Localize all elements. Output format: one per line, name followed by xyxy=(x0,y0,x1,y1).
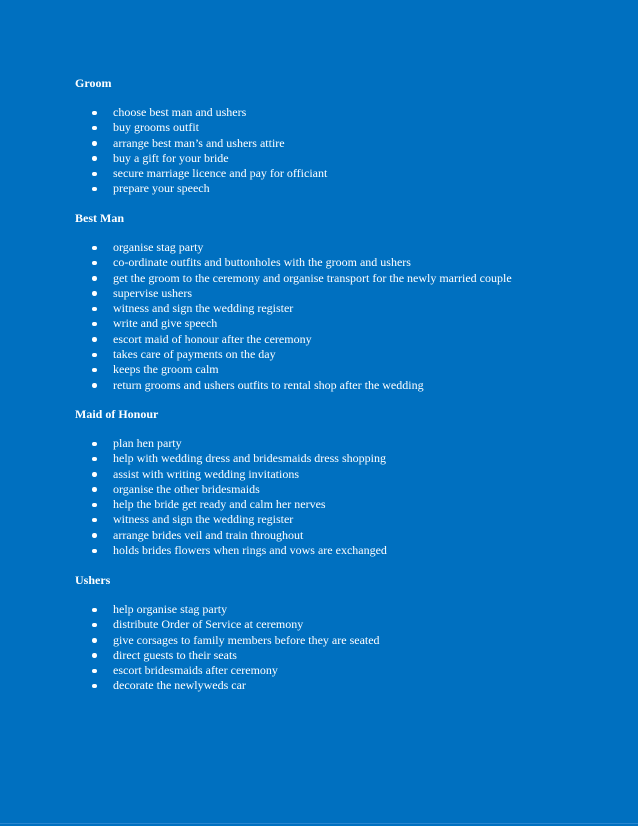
bullet-icon xyxy=(92,307,97,312)
bullet-icon xyxy=(92,533,97,538)
list-item-text: prepare your speech xyxy=(113,181,210,196)
list-item-text: supervise ushers xyxy=(113,285,192,300)
bullet-icon xyxy=(92,487,97,492)
list-item-text: write and give speech xyxy=(113,316,218,331)
list-item-text: help with wedding dress and bridesmaids dress shopping xyxy=(113,451,386,466)
list-item-text: keeps the groom calm xyxy=(113,362,219,377)
list-item-text: get the groom to the ceremony and organise transport for the newly married couple xyxy=(113,270,512,285)
list-item-text: escort maid of honour after the ceremony xyxy=(113,331,312,346)
bullet-icon xyxy=(92,368,97,373)
list-item-text: arrange brides veil and train throughout xyxy=(113,527,304,542)
list-item-text: buy a gift for your bride xyxy=(113,150,229,165)
list-item-text: organise the other bridesmaids xyxy=(113,481,260,496)
bullet-icon xyxy=(92,246,97,251)
bullet-icon xyxy=(92,472,97,477)
bullet-icon xyxy=(92,669,97,674)
list-item-text: co-ordinate outfits and buttonholes with the groom and ushers xyxy=(113,255,411,270)
list-item-text: buy grooms outfit xyxy=(113,120,199,135)
list-item-text: arrange best man’s and ushers attire xyxy=(113,135,285,150)
list-item-text: help organise stag party xyxy=(113,602,228,616)
page-bottom-divider xyxy=(0,823,638,824)
bullet-icon xyxy=(92,276,97,281)
bullet-icon xyxy=(92,608,97,613)
list-item-text: takes care of payments on the day xyxy=(113,347,276,362)
list-item-text: direct guests to their seats xyxy=(113,647,237,662)
bullet-icon xyxy=(92,141,97,146)
bullet-icon xyxy=(92,383,97,388)
list-item-text: holds brides flowers when rings and vows are exchanged xyxy=(113,543,387,558)
bullet-icon xyxy=(92,623,97,628)
list-item-text: witness and sign the wedding register xyxy=(113,512,294,527)
list-item-text: secure marriage licence and pay for officiant xyxy=(113,166,328,181)
section-heading-groom: Groom xyxy=(75,76,112,90)
list-item-text: distribute Order of Service at ceremony xyxy=(113,617,304,632)
section-heading-best-man: Best Man xyxy=(75,211,124,225)
list-item-text: witness and sign the wedding register xyxy=(113,301,294,316)
bullet-icon xyxy=(92,684,97,689)
bullet-icon xyxy=(92,111,97,116)
list-item-text: plan hen party xyxy=(113,436,182,450)
section-heading-maid-of-honour: Maid of Honour xyxy=(75,407,159,421)
list-item-text: help the bride get ready and calm her nerves xyxy=(113,497,326,512)
list-item-text: give corsages to family members before they are seated xyxy=(113,632,380,647)
bullet-icon xyxy=(92,549,97,554)
list-item-text: escort bridesmaids after ceremony xyxy=(113,663,278,678)
bullet-icon xyxy=(92,126,97,131)
list-item-text: return grooms and ushers outfits to rental shop after the wedding xyxy=(113,377,424,392)
bullet-icon xyxy=(92,187,97,192)
bullet-icon xyxy=(92,442,97,447)
bullet-icon xyxy=(92,503,97,508)
list-item-text: assist with writing wedding invitations xyxy=(113,466,299,481)
bullet-icon xyxy=(92,353,97,358)
bullet-icon xyxy=(92,653,97,658)
bullet-icon xyxy=(92,638,97,643)
bullet-icon xyxy=(92,291,97,296)
bullet-icon xyxy=(92,457,97,462)
bullet-icon xyxy=(92,172,97,177)
section-heading-ushers: Ushers xyxy=(75,573,111,587)
bullet-icon xyxy=(92,518,97,523)
list-item-text: choose best man and ushers xyxy=(113,105,247,119)
list-item-text: decorate the newlyweds car xyxy=(113,678,246,693)
bullet-icon xyxy=(92,156,97,161)
list-item-text: organise stag party xyxy=(113,240,204,254)
bullet-icon xyxy=(92,261,97,266)
bullet-icon xyxy=(92,337,97,342)
bullet-icon xyxy=(92,322,97,327)
